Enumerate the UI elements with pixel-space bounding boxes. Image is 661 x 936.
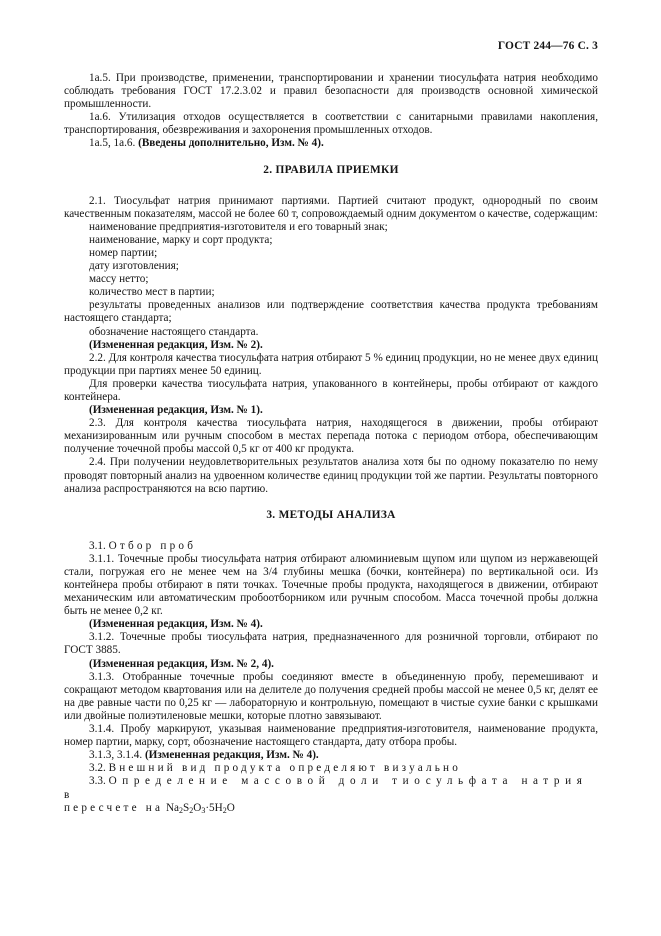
list-item: наименование предприятия-изготовителя и его товарный знак; <box>89 220 388 233</box>
section-3-title: 3. МЕТОДЫ АНАЛИЗА <box>266 508 396 521</box>
chemical-formula: $Na_2S_2O_3\cdot 5H_2O$ <box>165 801 235 815</box>
list-item: количество мест в партии; <box>89 286 215 299</box>
paragraph-2-2b: Для проверки качества тиосульфата натрия, упакованного в контейнеры, пробы отбирают от каждого контейнера. <box>64 377 598 403</box>
paragraph-3-1: 3.1. Отбор проб <box>89 539 197 552</box>
paragraph-3-2: 3.2. Внешний вид продукта определяют визуально <box>89 762 462 775</box>
subsection-title: Определение массовой доли тиосульфата натрия в <box>64 775 588 801</box>
paragraph-3-1-1: 3.1.1. Точечные пробы тиосульфата натрия отбирают алюминиевым щупом или щупом из нержавеющей стали, погружая его не менее чем на 3/4 глубины мешка (бочки, контейнера) по вертикальной оси. Из контейнера пробы отбирают в пяти точках. Точечные пробы продукта, находящегося в движении, отбирают механическим или автоматическим пробоотборником или ручным способом. Масса точечной пробы должна быть не менее 0,2 кг. <box>64 552 598 618</box>
amendment-note-3-1-3: 3.1.3, 3.1.4. (Измененная редакция, Изм. № 4). <box>89 749 319 762</box>
paragraph-2-1: 2.1. Тиосульфат натрия принимают партиями. Партией считают продукт, однородный по своим качественным показателям, массой не более 60 т, сопровождаемый одним документом о качестве, содержащим: <box>64 194 598 220</box>
amendment-note-3-1-1: (Измененная редакция, Изм. № 4). <box>89 618 263 631</box>
note-bold: (Введены дополнительно, Изм. № 4). <box>138 137 324 150</box>
subsection-title: Отбор проб <box>108 539 197 552</box>
note-prefix: 1а.5, 1а.6. <box>89 137 139 150</box>
paragraph-2-2: 2.2. Для контроля качества тиосульфата натрия отбирают 5 % единиц продукции, но не менее двух единиц продукции при партиях менее 50 единиц. <box>64 351 598 377</box>
paragraph-1a5: 1а.5. При производстве, применении, транспортировании и хранении тиосульфата натрия необходимо соблюдать требования ГОСТ 17.2.3.02 и правил безопасности для производств основной химической промышленности. <box>64 72 598 111</box>
list-item: обозначение настоящего стандарта. <box>89 325 259 338</box>
amendment-note-2-2: (Измененная редакция, Изм. № 1). <box>89 404 263 417</box>
list-item-results: результаты проведенных анализов или подтверждение соответствия качества продукта требованиям настоящего стандарта; <box>64 299 598 325</box>
section-2-title: 2. ПРАВИЛА ПРИЕМКИ <box>263 163 399 176</box>
list-item: массу нетто; <box>89 273 149 286</box>
list-item: наименование, марку и сорт продукта; <box>89 233 273 246</box>
paragraph-1a6: 1а.6. Утилизация отходов осуществляется в соответствии с санитарными правилами накопления, транспортирования, обезвреживания и захоронения промышленных отходов. <box>64 111 598 137</box>
amendment-note-2-1: (Измененная редакция, Изм. № 2). <box>89 338 263 351</box>
paragraph-3-3: 3.3. Определение массовой доли тиосульфата натрия в <box>64 775 588 801</box>
paragraph-3-3-line2: пересчете на $Na_2S_2O_3\cdot 5H_2O$ <box>64 801 235 815</box>
paragraph-2-4: 2.4. При получении неудовлетворительных результатов анализа хотя бы по одному показателю по нему проводят повторный анализ на удвоенном количестве единиц продукции той же партии. Результаты повторного анализа распространяются на всю партию. <box>64 456 598 495</box>
document-body <box>64 72 598 815</box>
paragraph-2-3: 2.3. Для контроля качества тиосульфата натрия, находящегося в движении, пробы отбирают механизированным или ручным способом в местах перепада потока с периодом отбора, обеспечивающим получение точечной пробы массой 0,5 кг от 400 кг продукта. <box>64 417 598 456</box>
paragraph-3-1-3: 3.1.3. Отобранные точечные пробы соединяют вместе в объединенную пробу, перемешивают и сокращают методом квартования или на делителе до получения средней пробы массой не менее 0,5 кг, делят ее на две равные части по 0,25 кг — лабораторную и контрольную, помещают в чистые сухие банки с крышками или двойные полиэтиленовые мешки, которые плотно завязывают. <box>64 670 598 722</box>
paragraph-3-1-2: 3.1.2. Точечные пробы тиосульфата натрия, предназначенного для розничной торговли, отбирают по ГОСТ 3885. <box>64 631 598 657</box>
page-header: ГОСТ 244—76 С. 3 <box>497 40 598 52</box>
paragraph-3-1-4: 3.1.4. Пробу маркируют, указывая наименование предприятия-изготовителя, наименование продукта, номер партии, марку, сорт, обозначение настоящего стандарта, дату отбора пробы. <box>64 723 598 749</box>
list-item: дату изготовления; <box>89 260 179 273</box>
list-item: номер партии; <box>89 246 158 259</box>
amendment-note-1a <box>64 137 598 150</box>
amendment-note-3-1-2: (Измененная редакция, Изм. № 2, 4). <box>89 657 274 670</box>
subsection-title: Внешний вид продукта определяют визуально <box>108 762 462 775</box>
